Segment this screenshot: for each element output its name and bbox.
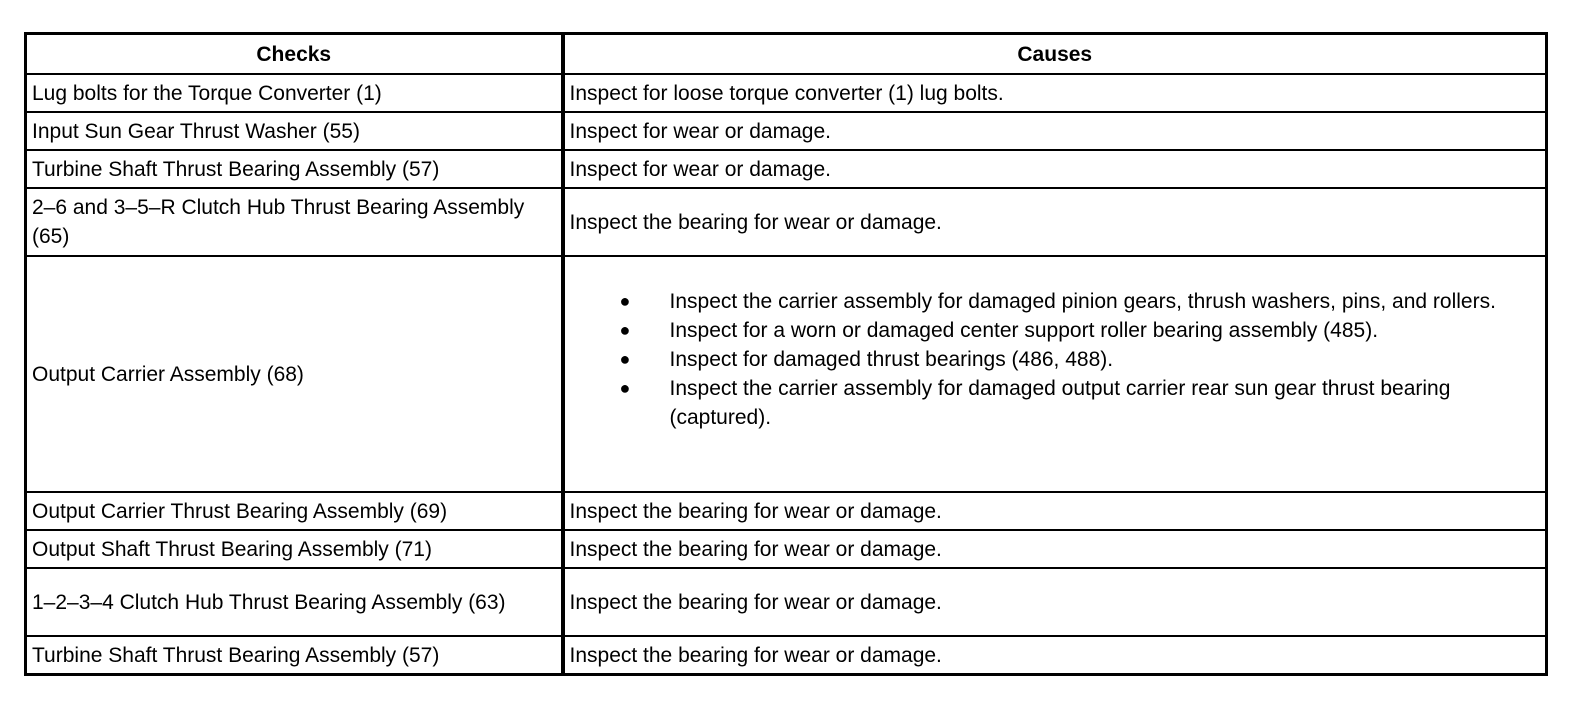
cause-bullet-item bbox=[570, 345, 1541, 374]
checks-column-header: Checks bbox=[26, 34, 563, 75]
table-header-row bbox=[26, 34, 1547, 75]
cause-bullet-text: Inspect the carrier assembly for damaged pinion gears, thrush washers, pins, and rollers. bbox=[669, 289, 1496, 313]
cause-cell: Inspect for loose torque converter (1) lug bolts. bbox=[563, 74, 1547, 112]
table-row bbox=[26, 74, 1547, 112]
bullet-icon: ● bbox=[619, 377, 631, 398]
causes-column-header: Causes bbox=[563, 34, 1547, 75]
cause-cell bbox=[563, 256, 1547, 492]
cause-cell: Inspect the bearing for wear or damage. bbox=[563, 188, 1547, 256]
table-row bbox=[26, 150, 1547, 188]
check-cell: Input Sun Gear Thrust Washer (55) bbox=[26, 112, 563, 150]
check-cell: Turbine Shaft Thrust Bearing Assembly (57) bbox=[26, 636, 563, 675]
table-row bbox=[26, 636, 1547, 675]
cause-cell: Inspect for wear or damage. bbox=[563, 150, 1547, 188]
check-cell: 2–6 and 3–5–R Clutch Hub Thrust Bearing Assembly (65) bbox=[26, 188, 563, 256]
cause-bullet-item bbox=[570, 287, 1541, 316]
bullet-icon: ● bbox=[619, 319, 631, 340]
table-row bbox=[26, 256, 1547, 492]
check-cell: Turbine Shaft Thrust Bearing Assembly (57) bbox=[26, 150, 563, 188]
cause-cell: Inspect for wear or damage. bbox=[563, 112, 1547, 150]
table-row bbox=[26, 568, 1547, 636]
table-row bbox=[26, 492, 1547, 530]
check-cell: Output Shaft Thrust Bearing Assembly (71) bbox=[26, 530, 563, 568]
cause-bullet-item bbox=[570, 316, 1541, 345]
cause-cell: Inspect the bearing for wear or damage. bbox=[563, 530, 1547, 568]
check-cell: Output Carrier Assembly (68) bbox=[26, 256, 563, 492]
check-cell: Lug bolts for the Torque Converter (1) bbox=[26, 74, 563, 112]
bullet-icon: ● bbox=[619, 348, 631, 369]
cause-bullet-text: Inspect for a worn or damaged center support roller bearing assembly (485). bbox=[669, 318, 1379, 342]
checks-causes-table bbox=[24, 32, 1548, 676]
cause-bullet-item bbox=[570, 374, 1541, 432]
table-row bbox=[26, 530, 1547, 568]
table-row bbox=[26, 112, 1547, 150]
cause-bullet-list bbox=[570, 277, 1541, 472]
check-cell: Output Carrier Thrust Bearing Assembly (69) bbox=[26, 492, 563, 530]
check-cell: 1–2–3–4 Clutch Hub Thrust Bearing Assembly (63) bbox=[26, 568, 563, 636]
cause-cell: Inspect the bearing for wear or damage. bbox=[563, 636, 1547, 675]
cause-bullet-text: Inspect the carrier assembly for damaged output carrier rear sun gear thrust bearing (captured). bbox=[669, 376, 1451, 429]
cause-cell: Inspect the bearing for wear or damage. bbox=[563, 492, 1547, 530]
table-row bbox=[26, 188, 1547, 256]
cause-cell: Inspect the bearing for wear or damage. bbox=[563, 568, 1547, 636]
cause-bullet-text: Inspect for damaged thrust bearings (486, 488). bbox=[669, 347, 1114, 371]
bullet-icon: ● bbox=[619, 290, 631, 311]
